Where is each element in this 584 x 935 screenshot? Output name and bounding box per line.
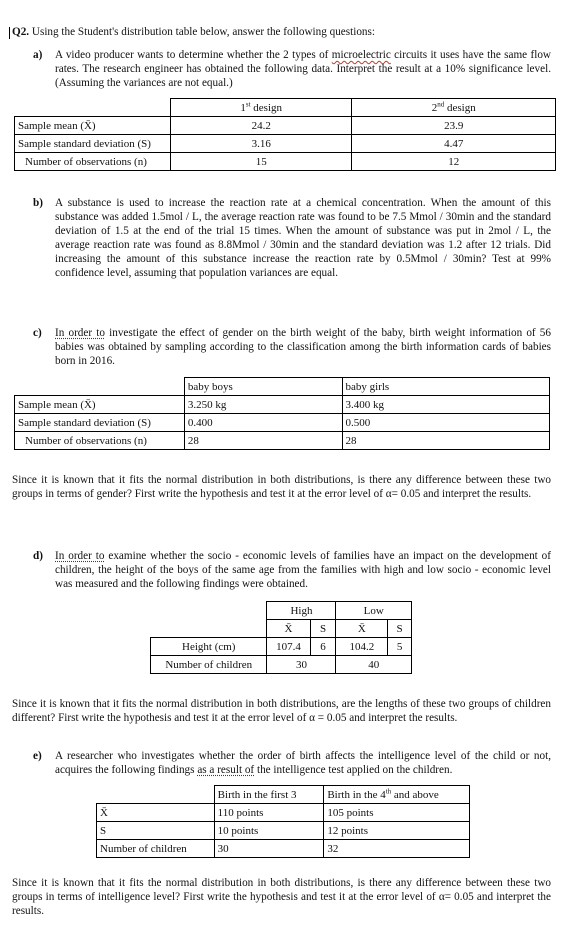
table-row: Number of children 30 32: [97, 840, 470, 858]
table-row: Sample mean (X̄) 24.2 23.9: [15, 117, 556, 135]
table-d-sub-row: X̄ S X̄ S: [151, 620, 412, 638]
table-e-header-row: [97, 786, 470, 804]
table-d-high: High: [267, 602, 336, 620]
table-a-col2: 2nd design: [352, 99, 556, 117]
part-c-label: c): [33, 327, 42, 339]
question-header: [12, 25, 572, 39]
table-d-low: Low: [336, 602, 412, 620]
table-e-col2: Birth in the 4th and above: [324, 786, 470, 804]
table-e-col1: Birth in the first 3: [214, 786, 324, 804]
table-row: Height (cm) 107.4 6 104.2 5: [151, 638, 412, 656]
part-a-label: a): [33, 49, 43, 61]
part-d-label: d): [33, 550, 43, 562]
question-number: Q2.: [12, 26, 30, 38]
table-c-col2: baby girls: [342, 378, 549, 396]
part-c-text: In order to investigate the effect of gender on the birth weight of the baby, birth weight information of 56 babies was obtained by sampling according to the classification among the birth information cards of babies born in 2016.: [55, 327, 551, 367]
table-e: [96, 785, 470, 858]
part-e-after: Since it is known that it fits the normal distribution in both distributions, is there any difference between these two groups in terms of intelligence level? First write the hypothesis and test it at the error level of α= 0.05 and interpret the results.: [12, 877, 551, 917]
header-bar: [9, 27, 10, 39]
table-c: [14, 377, 550, 450]
table-row: X̄ 110 points 105 points: [97, 804, 470, 822]
part-c-after: Since it is known that it fits the normal distribution in both distributions, is there any difference between these two groups in terms of gender? First write the hypothesis and test it at the error level of α= 0.05 and interpret the results.: [12, 474, 551, 500]
part-d-text: In order to examine whether the socio - economic levels of families have an impact on the development of children, the height of the boys of the same age from the families with high and low socio - economic level was measured and the following findings were obtained.: [55, 550, 551, 590]
part-b-text: A substance is used to increase the reaction rate at a chemical concentration. When the amount of this substance was added 1.5mol / L, the average reaction rate was found to be 7.5 Mmol / 30min and the standard deviation of 1.5 at the end of the trial 15 times. When the amount of substance was put in 2mol / L, the average reaction rate was found as 8.8Mmol / 30min and the standard deviation was 1.2 after 12 trials. Did increasing the amount of this substance increase the reaction rate by 0.5Mmol / 30min? Test at 99% confidence level, assuming that population variances are equal.: [55, 197, 551, 279]
table-c-header-row: [15, 378, 550, 396]
part-a-text: A video producer wants to determine whether the 2 types of microelectric circuits it uses have the same flow rates. The research engineer has obtained the following data. Interpret the result at a 10% significance level. (Assuming the variances are not equal.): [55, 49, 551, 89]
table-row: Sample mean (X̄) 3.250 kg 3.400 kg: [15, 396, 550, 414]
table-d: [150, 601, 412, 674]
part-b-label: b): [33, 197, 43, 209]
part-e-label: e): [33, 750, 42, 762]
table-row: Sample standard deviation (S) 3.16 4.47: [15, 135, 556, 153]
table-c-col1: baby boys: [184, 378, 342, 396]
table-a-col1: 1st design: [170, 99, 352, 117]
table-d-group-row: [151, 602, 412, 620]
table-row: Sample standard deviation (S) 0.400 0.500: [15, 414, 550, 432]
part-d-after: Since it is known that it fits the normal distribution in both distributions, are the lengths of these two groups of children different? First write the hypothesis and test it at the error level of α = 0.05 and interpret the results.: [12, 698, 551, 724]
table-row: Number of observations (n) 15 12: [15, 153, 556, 171]
question-instruction: Using the Student's distribution table below, answer the following questions:: [31, 26, 375, 38]
table-a: [14, 98, 556, 171]
part-e-text: A researcher who investigates whether the order of birth affects the intelligence level of the child or not, acquires the following findings as a result of the intelligence test applied on the children.: [55, 750, 551, 776]
table-row: Number of children 30 40: [151, 656, 412, 674]
table-row: S 10 points 12 points: [97, 822, 470, 840]
table-a-header-row: [15, 99, 556, 117]
table-row: Number of observations (n) 28 28: [15, 432, 550, 450]
